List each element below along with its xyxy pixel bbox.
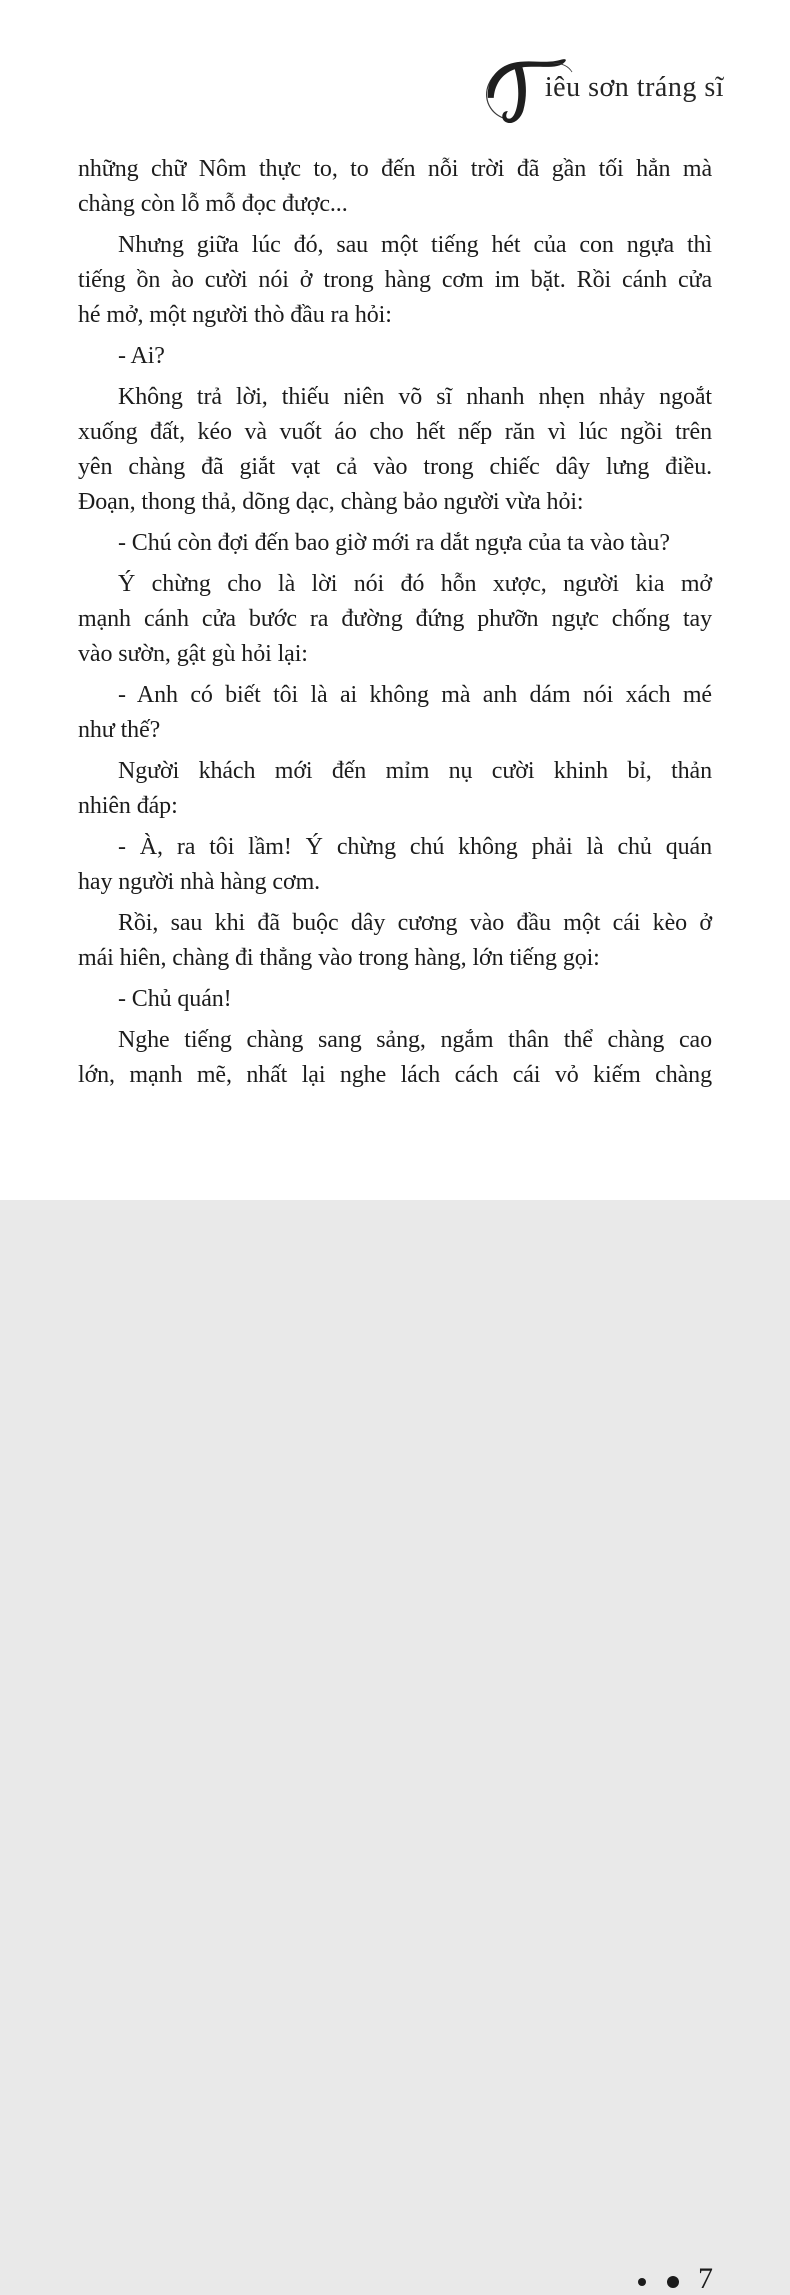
text-line: - Chủ quán!: [118, 986, 232, 1012]
paragraph: [78, 567, 712, 672]
text-line: - À, ra tôi lầm! Ý chừng chú không phải là chủ quán: [118, 834, 712, 860]
paragraph: [78, 982, 712, 1017]
text-line: vào sườn, gật gù hỏi lại:: [78, 641, 308, 667]
text-line: yên chàng đã giắt vạt cả vào trong chiếc dây lưng điều.: [78, 454, 712, 480]
text-line: xuống đất, kéo và vuốt áo cho hết nếp răn vì lúc ngồi trên: [78, 419, 712, 445]
text-line: mái hiên, chàng đi thẳng vào trong hàng, lớn tiếng gọi:: [78, 945, 600, 971]
paragraph: [78, 906, 712, 976]
text-line: - Chú còn đợi đến bao giờ mới ra dắt ngựa của ta vào tàu?: [118, 530, 670, 556]
text-line: như thế?: [78, 717, 161, 743]
paragraph: [78, 526, 712, 561]
paragraph: [78, 380, 712, 520]
text-line: Không trả lời, thiếu niên võ sĩ nhanh nhẹn nhảy ngoắt: [118, 384, 712, 410]
text-line: tiếng ồn ào cười nói ở trong hàng cơm im bặt. Rồi cánh cửa: [78, 267, 712, 293]
paragraph: [78, 830, 712, 900]
running-header-title: iêu sơn tráng sĩ: [544, 72, 724, 103]
text-line: - Ai?: [118, 343, 165, 369]
paragraph: [78, 339, 712, 374]
text-line: Nhưng giữa lúc đó, sau một tiếng hét của con ngựa thì: [118, 232, 712, 258]
text-line: mạnh cánh cửa bước ra đường đứng phưỡn ngực chống tay: [78, 606, 712, 632]
text-line: Người khách mới đến mỉm nụ cười khinh bỉ, thản: [118, 758, 712, 784]
paragraph: [78, 678, 712, 748]
text-line: hé mở, một người thò đầu ra hỏi:: [78, 302, 392, 328]
text-line: những chữ Nôm thực to, to đến nỗi trời đã gần tối hẳn mà: [78, 156, 712, 182]
text-line: nhiên đáp:: [78, 793, 178, 819]
ornament-dot-small-icon: [638, 2278, 646, 2286]
text-line: chàng còn lỗ mỗ đọc được...: [78, 191, 348, 217]
paragraph: [78, 1023, 712, 1093]
text-line: Ý chừng cho là lời nói đó hỗn xược, người kia mở: [118, 571, 712, 597]
running-header: [479, 55, 724, 129]
paragraph: [78, 754, 712, 824]
page-footer: [0, 1130, 790, 2295]
ornament-dot-large-icon: [667, 2276, 679, 2288]
text-line: lớn, mạnh mẽ, nhất lại nghe lách cách cái vỏ kiếm chàng: [78, 1062, 712, 1088]
page-text: [78, 152, 712, 1093]
paragraph: [78, 228, 712, 333]
text-line: - Anh có biết tôi là ai không mà anh dám nói xách mé: [118, 682, 712, 708]
text-line: hay người nhà hàng cơm.: [78, 869, 321, 895]
paragraph: [78, 152, 712, 222]
text-line: Nghe tiếng chàng sang sảng, ngắm thân thể chàng cao: [118, 1027, 712, 1053]
text-line: Đoạn, thong thả, dõng dạc, chàng bảo người vừa hỏi:: [78, 489, 584, 515]
page-number: 7: [698, 2262, 713, 2295]
text-line: Rồi, sau khi đã buộc dây cương vào đầu một cái kèo ở: [118, 910, 712, 936]
